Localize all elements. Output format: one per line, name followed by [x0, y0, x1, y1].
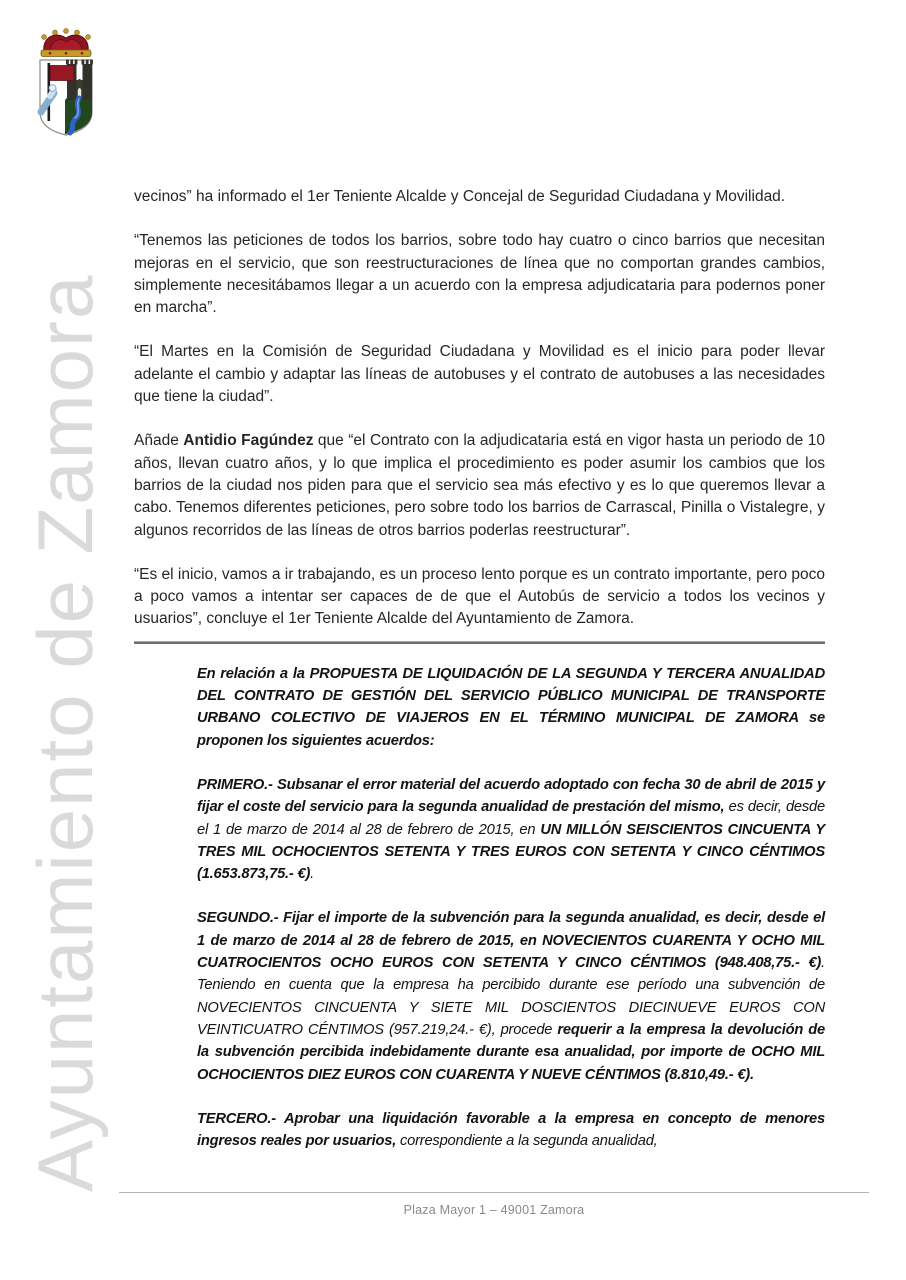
paragraph	[197, 774, 825, 885]
red-flag-icon	[50, 66, 74, 81]
paragraph	[134, 564, 825, 631]
paragraph	[134, 341, 825, 408]
text-run: “El Martes en la Comisión de Seguridad Ciudadana y Movilidad es el inicio para poder llevar adelante el cambio y adaptar las líneas de autobuses y el contrato de autobuses a las necesidades que tiene la ciudad”.	[134, 343, 825, 406]
paragraph	[134, 430, 825, 541]
paragraph	[197, 907, 825, 1085]
zamora-coat-of-arms-logo	[28, 26, 104, 138]
footer-rule	[119, 1192, 869, 1193]
text-run: En relación a la PROPUESTA DE LIQUIDACIÓN DE LA SEGUNDA Y TERCERA ANUALIDAD DEL CONTRATO DE GESTIÓN DEL SERVICIO PÚBLICO MUNICIPAL DE TRANSPORTE URBANO COLECTIVO DE VIAJEROS EN EL TÉRMINO MUNICIPAL DE ZAMORA se proponen los siguientes acuerdos:	[197, 665, 825, 749]
text-run: SEGUNDO.- Fijar el importe de la subvención para la segunda anualidad, es decir, desde el 1 de marzo de 2014 al 28 de febrero de 2015, en NOVECIENTOS CUARENTA Y OCHO MIL CUATROCIENTOS OCHO EUROS CON SETENTA Y CINCO CÉNTIMOS (948.408,75.- €)	[197, 910, 825, 972]
text-run: PRIMERO.- Subsanar el error material del acuerdo adoptado con fecha 30 de abril de 2015 y fijar el coste del servicio para la segunda anualidad de prestación del mismo,	[197, 776, 825, 816]
paragraph	[134, 186, 825, 208]
text-run: Añade	[134, 432, 184, 450]
text-run: .	[310, 866, 315, 883]
text-run: vecinos” ha informado el 1er Teniente Alcalde y Concejal de Seguridad Ciudadana y Movilidad.	[134, 188, 786, 205]
text-run: Antidio Fagúndez	[183, 432, 314, 450]
text-run: “Es el inicio, vamos a ir trabajando, es un proceso lento porque es un contrato importante, pero poco a poco vamos a intentar ser capaces de de que el Autobús de servicio a todos los vecinos y usuarios”, concluye el 1er Teniente Alcalde del Ayuntamiento de Zamora.	[134, 565, 826, 628]
footer-address: Plaza Mayor 1 – 49001 Zamora	[403, 1203, 585, 1217]
text-run: . Teniendo en cuenta que la empresa ha percibido durante ese período una subvención de NOVECIENTOS CINCUENTA Y SIETE MIL DOSCIENTOS DIECINUEVE EUROS CON VEINTICUATRO CÉNTIMOS (957.219,24.- €), procede	[197, 955, 825, 1038]
crown-icon	[41, 29, 91, 57]
text-run: TERCERO.- Aprobar una liquidación favorable a la empresa en concepto de menores ingresos reales por usuarios,	[197, 1110, 825, 1150]
watermark-text: Ayuntamiento de Zamora	[21, 273, 109, 1192]
text-run: “Tenemos las peticiones de todos los barrios, sobre todo hay cuatro o cinco barrios que necesitan mejoras en el servicio, que son reestructuraciones de línea que no comportan grandes cambios, simplemente necesitábamos llegar a un acuerdo con la empresa adjudicataria para podernos poner en marcha”.	[134, 232, 825, 317]
paragraph	[197, 663, 825, 752]
section-divider	[134, 641, 825, 644]
shield-icon	[40, 60, 93, 136]
paragraph	[197, 1108, 825, 1153]
paragraph	[134, 230, 825, 319]
text-run: UN MILLÓN SEISCIENTOS CINCUENTA Y TRES MIL OCHOCIENTOS SETENTA Y TRES EUROS CON SETENTA Y CINCO CÉNTIMOS (1.653.873,75.- €)	[197, 821, 825, 883]
document-body	[134, 186, 825, 1174]
text-run: que “el Contrato con la adjudicataria está en vigor hasta un periodo de 10 años, llevan cuatro años, y lo que implica el procedimiento es poder asumir los cambios que los barrios de la ciudad nos piden para que el servicio sea más efectivo y es lo que queremos llevar a cabo. Tenemos diferentes peticiones, pero sobre todo los barrios de Carrascal, Pinilla o Vistalegre, y algunos recorridos de las líneas de otros barrios poderlas reestructurar”.	[134, 432, 825, 539]
text-run: requerir a la empresa la devolución de la subvención percibida indebidamente durante esa anualidad, por importe de OCHO MIL OCHOCIENTOS DIEZ EUROS CON CUARENTA Y NUEVE CÉNTIMOS (8.810,49.- €).	[197, 1021, 825, 1083]
text-run: es decir, desde el 1 de marzo de 2014 al 28 de febrero de 2015, en	[197, 799, 825, 838]
text-run: correspondiente a la segunda anualidad,	[396, 1133, 658, 1150]
